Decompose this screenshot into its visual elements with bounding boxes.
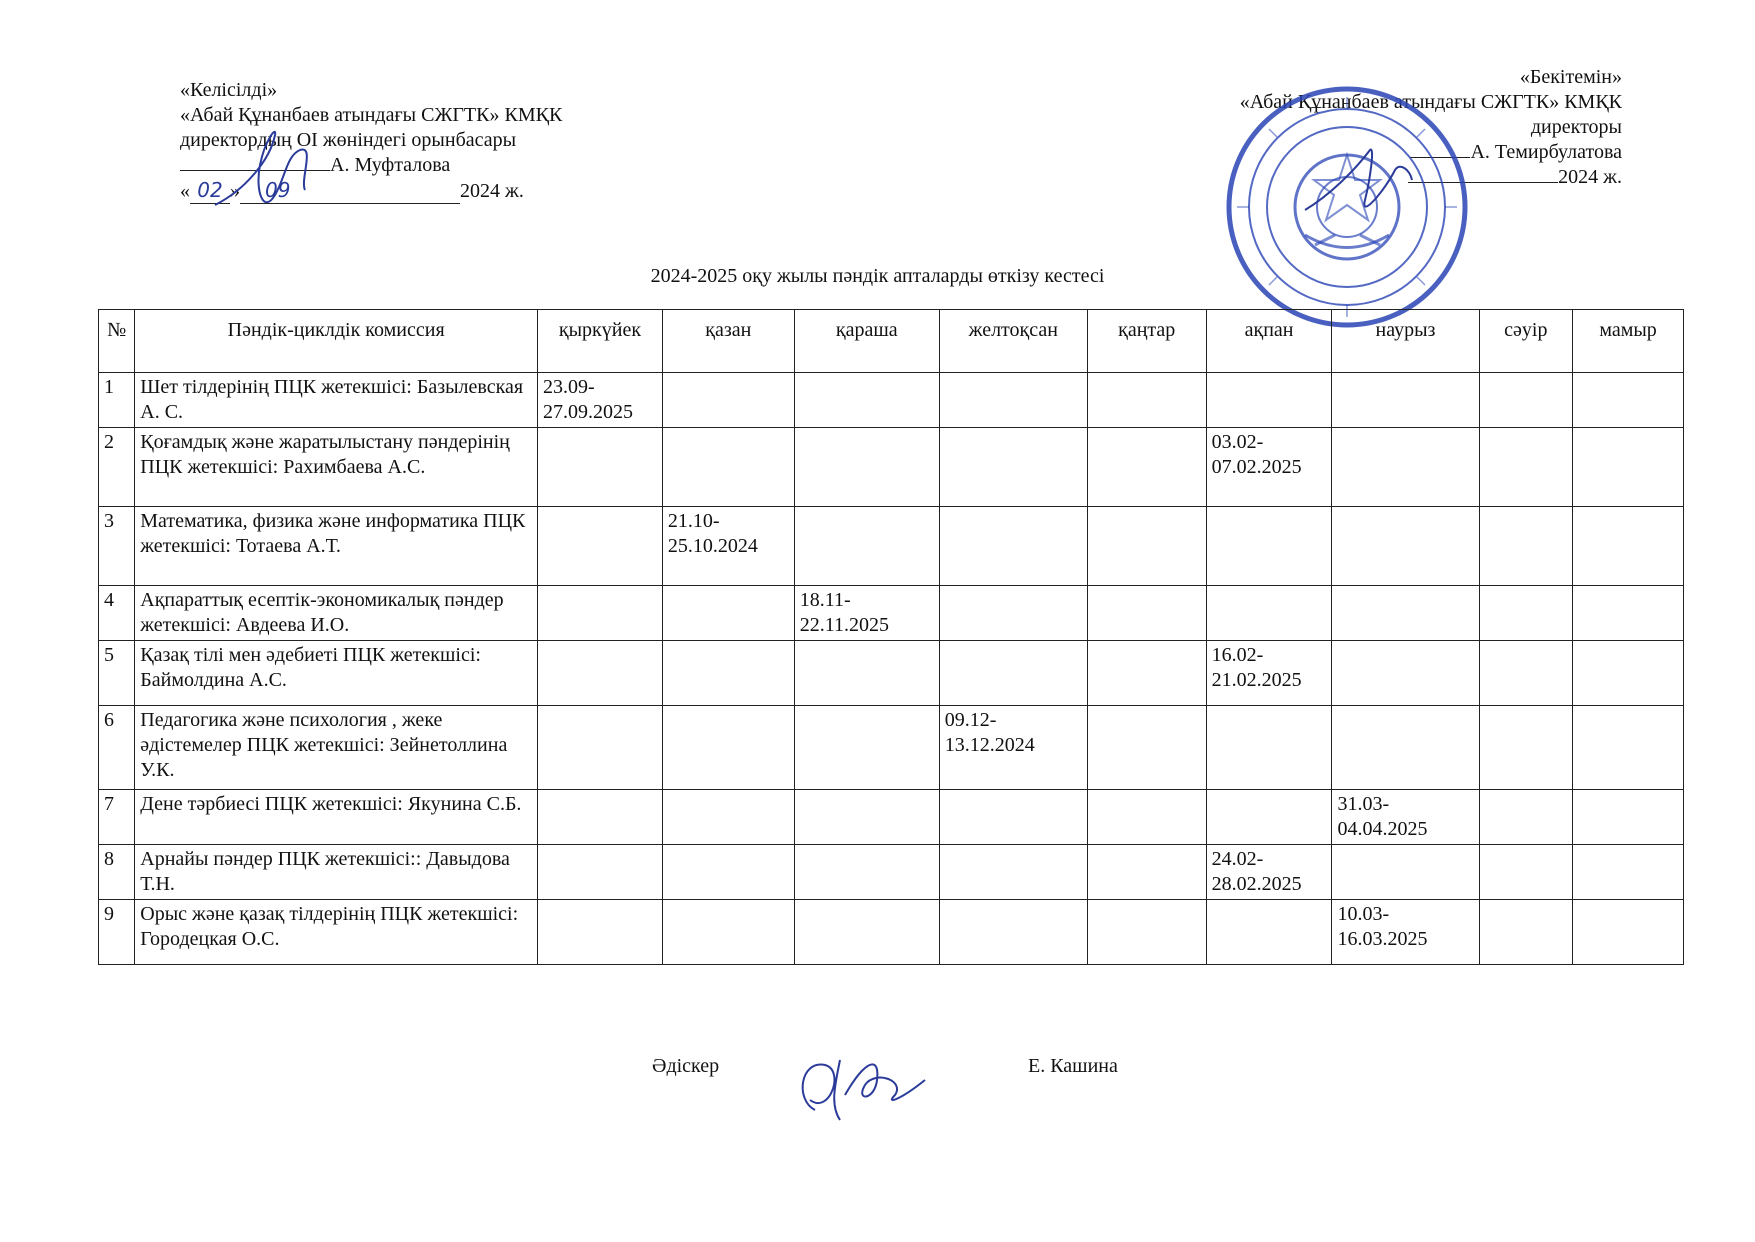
schedule-cell — [794, 706, 939, 790]
schedule-cell — [1479, 900, 1573, 965]
table-row — [99, 706, 1684, 790]
column-header-0: № — [99, 310, 135, 373]
table-row — [99, 428, 1684, 507]
schedule-cell — [1087, 428, 1206, 507]
schedule-cell — [1573, 373, 1684, 428]
schedule-cell — [1573, 507, 1684, 586]
schedule-cell — [1332, 586, 1479, 641]
table-row — [99, 507, 1684, 586]
schedule-cell — [1087, 845, 1206, 900]
schedule-cell — [939, 900, 1087, 965]
schedule-cell: 09.12-13.12.2024 — [939, 706, 1087, 790]
approved-signature-icon — [1300, 140, 1420, 230]
schedule-cell — [538, 586, 663, 641]
schedule-cell — [1332, 373, 1479, 428]
schedule-cell — [1087, 900, 1206, 965]
column-header-3: қазан — [662, 310, 794, 373]
commission-cell: Арнайы пәндер ПЦК жетекшісі:: Давыдова Т.Н. — [135, 845, 538, 900]
column-header-8: наурыз — [1332, 310, 1479, 373]
column-header-9: сәуір — [1479, 310, 1573, 373]
schedule-cell — [1087, 507, 1206, 586]
row-number: 6 — [99, 706, 135, 790]
row-number: 7 — [99, 790, 135, 845]
schedule-cell — [1206, 586, 1332, 641]
row-number: 5 — [99, 641, 135, 706]
commission-cell: Математика, физика және информатика ПЦК жетекшісі: Тотаева А.Т. — [135, 507, 538, 586]
table-body — [99, 373, 1684, 965]
schedule-cell — [1087, 586, 1206, 641]
schedule-cell — [939, 586, 1087, 641]
schedule-cell — [1087, 706, 1206, 790]
schedule-cell — [1206, 706, 1332, 790]
column-header-2: қыркүйек — [538, 310, 663, 373]
agreed-heading: «Келісілді» — [180, 79, 278, 101]
schedule-cell — [1206, 373, 1332, 428]
schedule-cell — [1573, 706, 1684, 790]
row-number: 3 — [99, 507, 135, 586]
schedule-cell — [662, 641, 794, 706]
schedule-cell: 24.02-28.02.2025 — [1206, 845, 1332, 900]
schedule-cell — [1206, 507, 1332, 586]
commission-cell: Қазақ тілі мен әдебиеті ПЦК жетекшісі: Баймолдина А.С. — [135, 641, 538, 706]
schedule-cell — [939, 790, 1087, 845]
schedule-cell — [538, 900, 663, 965]
approved-heading: «Бекітемін» — [1519, 66, 1622, 88]
table-header-row — [99, 310, 1684, 373]
schedule-cell — [1573, 586, 1684, 641]
commission-cell: Ақпараттық есептік-экономикалық пәндер жетекшісі: Авдеева И.О. — [135, 586, 538, 641]
methodist-signature-icon — [785, 1040, 945, 1130]
schedule-cell — [1332, 706, 1479, 790]
schedule-cell: 18.11-22.11.2025 — [794, 586, 939, 641]
column-header-6: қаңтар — [1087, 310, 1206, 373]
schedule-cell — [1479, 706, 1573, 790]
approved-position: директоры — [1530, 116, 1622, 138]
schedule-cell — [1206, 790, 1332, 845]
schedule-cell: 23.09-27.09.2025 — [538, 373, 663, 428]
row-number: 9 — [99, 900, 135, 965]
agreed-date-day: 02 — [190, 178, 230, 204]
agreed-organization: «Абай Құнанбаев атындағы СЖГТК» КМҚК — [180, 104, 563, 126]
schedule-cell — [1573, 900, 1684, 965]
schedule-cell — [1206, 900, 1332, 965]
schedule-cell — [662, 586, 794, 641]
agreed-date-line: « 02 » 09 2024 ж. — [180, 178, 524, 202]
schedule-cell — [1087, 790, 1206, 845]
row-number: 4 — [99, 586, 135, 641]
schedule-cell — [939, 641, 1087, 706]
schedule-cell — [662, 706, 794, 790]
schedule-cell — [538, 641, 663, 706]
schedule-cell — [1479, 373, 1573, 428]
schedule-cell — [538, 790, 663, 845]
schedule-cell — [1573, 845, 1684, 900]
schedule-cell — [1573, 428, 1684, 507]
schedule-cell — [662, 373, 794, 428]
schedule-cell — [794, 428, 939, 507]
approved-name: А. Темирбулатова — [1470, 141, 1622, 163]
schedule-cell — [1479, 428, 1573, 507]
methodist-role: Әдіскер — [652, 1055, 720, 1077]
column-header-10: мамыр — [1573, 310, 1684, 373]
schedule-cell — [794, 790, 939, 845]
schedule-cell — [662, 428, 794, 507]
schedule-cell — [1479, 507, 1573, 586]
schedule-cell — [1332, 428, 1479, 507]
schedule-cell: 16.02-21.02.2025 — [1206, 641, 1332, 706]
schedule-cell — [662, 845, 794, 900]
schedule-cell — [1332, 507, 1479, 586]
agreed-date-month: 09 — [240, 178, 460, 204]
column-header-1: Пәндік-циклдік комиссия — [135, 310, 538, 373]
commission-cell: Дене тәрбиесі ПЦК жетекшісі: Якунина С.Б. — [135, 790, 538, 845]
schedule-cell — [1479, 790, 1573, 845]
table-row — [99, 373, 1684, 428]
schedule-cell — [1479, 845, 1573, 900]
schedule-cell: 31.03-04.04.2025 — [1332, 790, 1479, 845]
schedule-cell — [538, 706, 663, 790]
schedule-cell — [538, 428, 663, 507]
schedule-cell: 03.02-07.02.2025 — [1206, 428, 1332, 507]
schedule-cell — [662, 900, 794, 965]
subject-weeks-table — [98, 309, 1684, 965]
commission-cell: Педагогика және психология , жеке әдістемелер ПЦК жетекшісі: Зейнетоллина У.К. — [135, 706, 538, 790]
schedule-cell — [794, 641, 939, 706]
commission-cell: Қоғамдық және жаратылыстану пәндерінің ПЦК жетекшісі: Рахимбаева А.С. — [135, 428, 538, 507]
column-header-5: желтоқсан — [939, 310, 1087, 373]
schedule-cell — [1573, 641, 1684, 706]
table-row — [99, 900, 1684, 965]
table-row — [99, 586, 1684, 641]
table-row — [99, 790, 1684, 845]
commission-cell: Шет тілдерінің ПЦК жетекшісі: Базылевская А. С. — [135, 373, 538, 428]
approved-year: 2024 ж. — [1558, 166, 1622, 188]
methodist-name: Е. Кашина — [1028, 1055, 1118, 1077]
schedule-cell — [538, 845, 663, 900]
schedule-cell — [1087, 641, 1206, 706]
schedule-cell — [939, 428, 1087, 507]
schedule-cell — [1573, 790, 1684, 845]
schedule-cell — [939, 507, 1087, 586]
row-number: 1 — [99, 373, 135, 428]
schedule-cell — [794, 900, 939, 965]
agreed-signature-icon — [205, 120, 325, 230]
schedule-cell — [1087, 373, 1206, 428]
schedule-cell: 10.03-16.03.2025 — [1332, 900, 1479, 965]
commission-cell: Орыс және қазақ тілдерінің ПЦК жетекшісі: Городецкая О.С. — [135, 900, 538, 965]
table-row — [99, 845, 1684, 900]
document-title: 2024-2025 оқу жылы пәндік апталарды өткізу кестесі — [650, 265, 1105, 287]
column-header-4: қараша — [794, 310, 939, 373]
schedule-cell — [1332, 641, 1479, 706]
agreed-name: А. Муфталова — [330, 154, 451, 176]
table-row — [99, 641, 1684, 706]
schedule-cell — [1479, 586, 1573, 641]
column-header-7: ақпан — [1206, 310, 1332, 373]
schedule-cell — [662, 790, 794, 845]
approved-organization: «Абай Құнанбаев атындағы СЖГТК» КМҚК — [1239, 91, 1622, 113]
schedule-cell — [1332, 845, 1479, 900]
schedule-cell — [939, 845, 1087, 900]
schedule-cell — [1479, 641, 1573, 706]
schedule-cell — [794, 845, 939, 900]
agreed-year: 2024 ж. — [460, 180, 524, 202]
row-number: 2 — [99, 428, 135, 507]
schedule-cell — [538, 507, 663, 586]
schedule-cell — [794, 507, 939, 586]
schedule-cell: 21.10-25.10.2024 — [662, 507, 794, 586]
schedule-cell — [939, 373, 1087, 428]
agreed-position: директордың ОІ жөніндегі орынбасары — [180, 129, 517, 151]
schedule-cell — [794, 373, 939, 428]
row-number: 8 — [99, 845, 135, 900]
